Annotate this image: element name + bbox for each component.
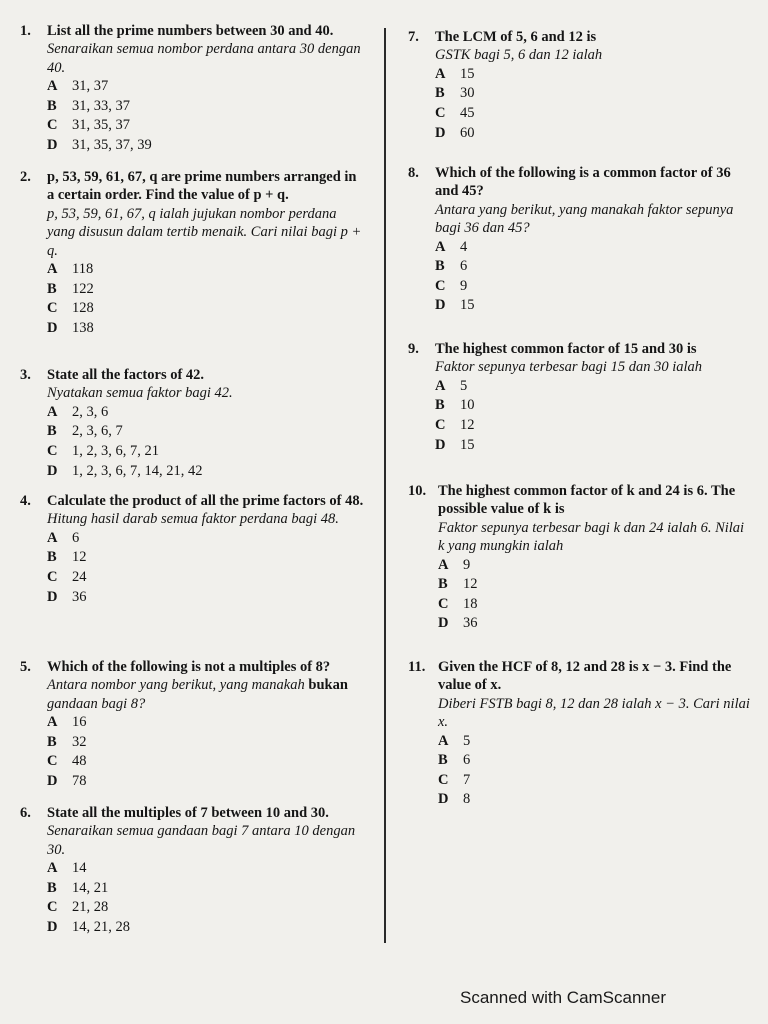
option-b[interactable]: B 31, 33, 37 <box>47 97 130 114</box>
option-d[interactable]: D 15 <box>435 436 475 453</box>
question-text-ms: Nyatakan semua faktor bagi 42. <box>47 385 233 402</box>
option-c[interactable]: C 31, 35, 37 <box>47 117 130 134</box>
question-text-ms: GSTK bagi 5, 6 dan 12 ialah <box>435 47 603 64</box>
emphasis-bukan: bukan <box>308 677 348 694</box>
option-b[interactable]: B 30 <box>435 85 475 102</box>
question-text-ms: Antara yang berikut, yang manakah faktor sepunya bagi 36 dan 45? <box>435 201 734 237</box>
question-1 <box>20 22 365 156</box>
option-d[interactable]: D 78 <box>47 773 87 789</box>
question-text-en: Which of the following is a common factor of 36 and 45? <box>435 165 731 200</box>
option-d[interactable]: D 14, 21, 28 <box>47 919 130 935</box>
question-4 <box>20 492 365 607</box>
option-c[interactable]: C 7 <box>438 771 471 788</box>
question-number: 4. <box>20 493 31 509</box>
option-d[interactable]: D 36 <box>438 615 478 632</box>
option-c[interactable]: C 18 <box>438 595 478 612</box>
question-text-en: State all the factors of 42. <box>47 367 205 383</box>
question-number: 8. <box>408 165 419 181</box>
question-text-ms: Hitung hasil darab semua faktor perdana bagi 48. <box>47 511 339 528</box>
question-text-en: The highest common factor of 15 and 30 is <box>435 341 697 357</box>
option-b[interactable]: B 122 <box>47 280 94 297</box>
option-d[interactable]: D 31, 35, 37, 39 <box>47 137 152 153</box>
option-c[interactable]: C 24 <box>47 569 87 585</box>
option-c[interactable]: C 128 <box>47 300 94 317</box>
column-divider <box>384 28 386 943</box>
question-number: 1. <box>20 23 31 39</box>
question-text-en: p, 53, 59, 61, 67, q are prime numbers arranged in a certain order. Find the value of p + q. <box>47 169 357 204</box>
question-text-en: State all the multiples of 7 between 10 and 30. <box>47 805 329 821</box>
question-text-ms: Faktor sepunya terbesar bagi k dan 24 ialah 6. Nilai k yang mungkin ialah <box>438 519 745 555</box>
question-9 <box>408 340 753 455</box>
question-number: 3. <box>20 367 31 383</box>
question-text-ms: Diberi FSTB bagi 8, 12 dan 28 ialah x − 3. Cari nilai x. <box>438 695 750 731</box>
question-text-ms: p, 53, 59, 61, 67, q ialah jujukan nombor perdana yang disusun dalam tertib menaik. Cari nilai bagi p + q. <box>47 205 362 259</box>
question-text-en: The LCM of 5, 6 and 12 is <box>435 29 597 45</box>
option-b[interactable]: B 32 <box>47 733 87 750</box>
question-text-ms: Faktor sepunya terbesar bagi 15 dan 30 ialah <box>435 359 703 376</box>
question-text-ms: Senaraikan semua nombor perdana antara 30 dengan 40. <box>47 41 361 76</box>
option-a[interactable]: A 15 <box>435 65 475 82</box>
option-b[interactable]: B 14, 21 <box>47 879 109 896</box>
question-2 <box>20 168 365 338</box>
option-a[interactable]: A 9 <box>438 556 471 573</box>
question-text-en: The highest common factor of k and 24 is 6. The possible value of k is <box>438 483 736 518</box>
option-b[interactable]: B 6 <box>438 752 471 769</box>
option-d[interactable]: D 60 <box>435 124 475 141</box>
question-8 <box>408 164 753 316</box>
option-b[interactable]: B 12 <box>47 549 87 566</box>
question-10 <box>408 482 753 634</box>
question-number: 10. <box>408 483 427 499</box>
question-number: 9. <box>408 341 419 357</box>
option-d[interactable]: D 8 <box>438 791 471 808</box>
option-c[interactable]: C 12 <box>435 417 475 433</box>
option-c[interactable]: C 1, 2, 3, 6, 7, 21 <box>47 443 159 459</box>
option-a[interactable]: A 5 <box>438 732 471 749</box>
question-11 <box>408 658 753 810</box>
question-text-en: List all the prime numbers between 30 and 40. <box>47 23 334 39</box>
option-a[interactable]: A 14 <box>47 860 87 877</box>
option-b[interactable]: B 12 <box>438 576 478 593</box>
option-a[interactable]: A 6 <box>47 529 80 546</box>
question-number: 6. <box>20 805 31 821</box>
option-b[interactable]: B 6 <box>435 258 468 275</box>
option-a[interactable]: A 16 <box>47 714 87 731</box>
option-b[interactable]: B 10 <box>435 397 475 414</box>
option-d[interactable]: D 15 <box>435 297 475 314</box>
option-c[interactable]: C 21, 28 <box>47 899 109 916</box>
option-a[interactable]: A 31, 37 <box>47 78 109 95</box>
option-c[interactable]: C 9 <box>435 277 468 294</box>
option-c[interactable]: C 45 <box>435 105 475 121</box>
question-number: 11. <box>408 659 426 675</box>
scanner-watermark: Scanned with CamScanner <box>460 988 667 1007</box>
option-d[interactable]: D 138 <box>47 319 94 336</box>
question-7 <box>408 28 753 143</box>
option-a[interactable]: A 118 <box>47 261 94 278</box>
question-number: 7. <box>408 29 419 45</box>
option-d[interactable]: D 1, 2, 3, 6, 7, 14, 21, 42 <box>47 462 203 479</box>
question-6 <box>20 804 365 938</box>
question-text-en: Given the HCF of 8, 12 and 28 is x − 3. Find the value of x. <box>438 659 732 694</box>
option-a[interactable]: A 5 <box>435 377 468 394</box>
question-text-ms: Antara nombor yang berikut, yang manakah bukan gandaan bagi 8? <box>47 677 348 712</box>
option-a[interactable]: A 2, 3, 6 <box>47 403 109 420</box>
question-3 <box>20 366 365 481</box>
option-d[interactable]: D 36 <box>47 588 87 605</box>
option-a[interactable]: A 4 <box>435 238 468 255</box>
question-number: 2. <box>20 169 31 185</box>
option-c[interactable]: C 48 <box>47 753 87 770</box>
question-number: 5. <box>20 659 31 675</box>
option-b[interactable]: B 2, 3, 6, 7 <box>47 423 123 440</box>
question-text-ms: Senaraikan semua gandaan bagi 7 antara 10 dengan 30. <box>47 823 356 858</box>
question-text-en: Calculate the product of all the prime factors of 48. <box>47 493 364 509</box>
emphasis-not: not <box>204 659 225 675</box>
question-text-en: Which of the following is not a multiples of 8? <box>47 659 331 675</box>
question-5 <box>20 658 365 792</box>
